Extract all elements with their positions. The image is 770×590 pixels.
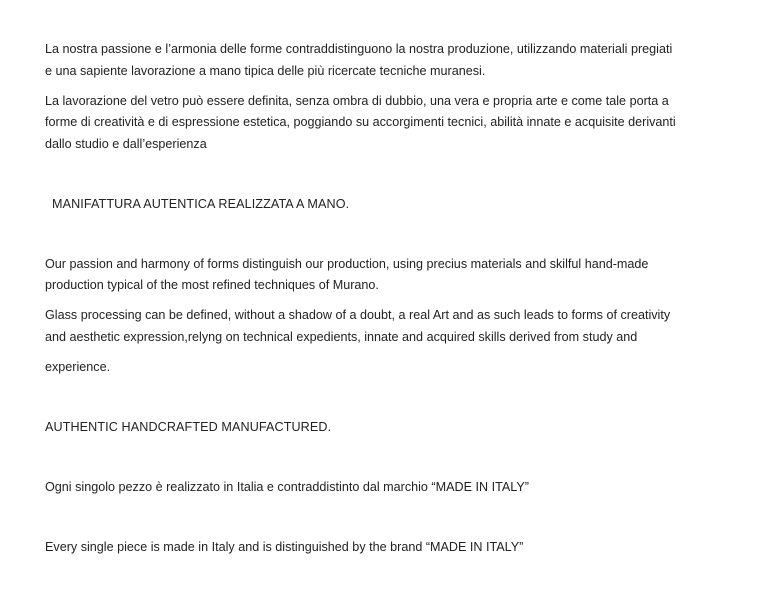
english-para1-line1: Our passion and harmony of forms distinguish our production, using precius materials and skilful hand-made <box>45 257 649 271</box>
english-para2-line3: experience. <box>45 360 111 374</box>
italian-para2-line1: La lavorazione del vetro può essere definita, senza ombra di dubbio, una vera e propria arte e come tale porta a <box>45 94 669 108</box>
italian-para2-line2: forme di creatività e di espressione estetica, poggiando su accorgimenti tecnici, abilità innate e acquisite derivanti <box>45 115 676 129</box>
english-para2-line1: Glass processing can be defined, without a shadow of a doubt, a real Art and as such leads to forms of creativity <box>45 308 671 322</box>
made-in-italy-english: Every single piece is made in Italy and is distinguished by the brand “MADE IN ITALY” <box>45 540 524 554</box>
made-in-italy-italian: Ogni singolo pezzo è realizzato in Italia e contraddistinto dal marchio “MADE IN ITALY” <box>45 480 529 494</box>
italian-para2-line3: dallo studio e dall’esperienza <box>45 137 207 151</box>
english-heading: AUTHENTIC HANDCRAFTED MANUFACTURED. <box>45 420 332 434</box>
italian-para1-line2: e una sapiente lavorazione a mano tipica delle più ricercate tecniche muranesi. <box>45 64 486 78</box>
italian-para1-line1: La nostra passione e l’armonia delle forme contraddistinguono la nostra produzione, utilizzando materiali pregiati <box>45 42 673 56</box>
english-para1-line2: production typical of the most refined techniques of Murano. <box>45 278 379 292</box>
italian-heading: MANIFATTURA AUTENTICA REALIZZATA A MANO. <box>52 197 350 211</box>
english-para2-line2: and aesthetic expression,relyng on technical expedients, innate and acquired skills derived from study and <box>45 330 638 344</box>
